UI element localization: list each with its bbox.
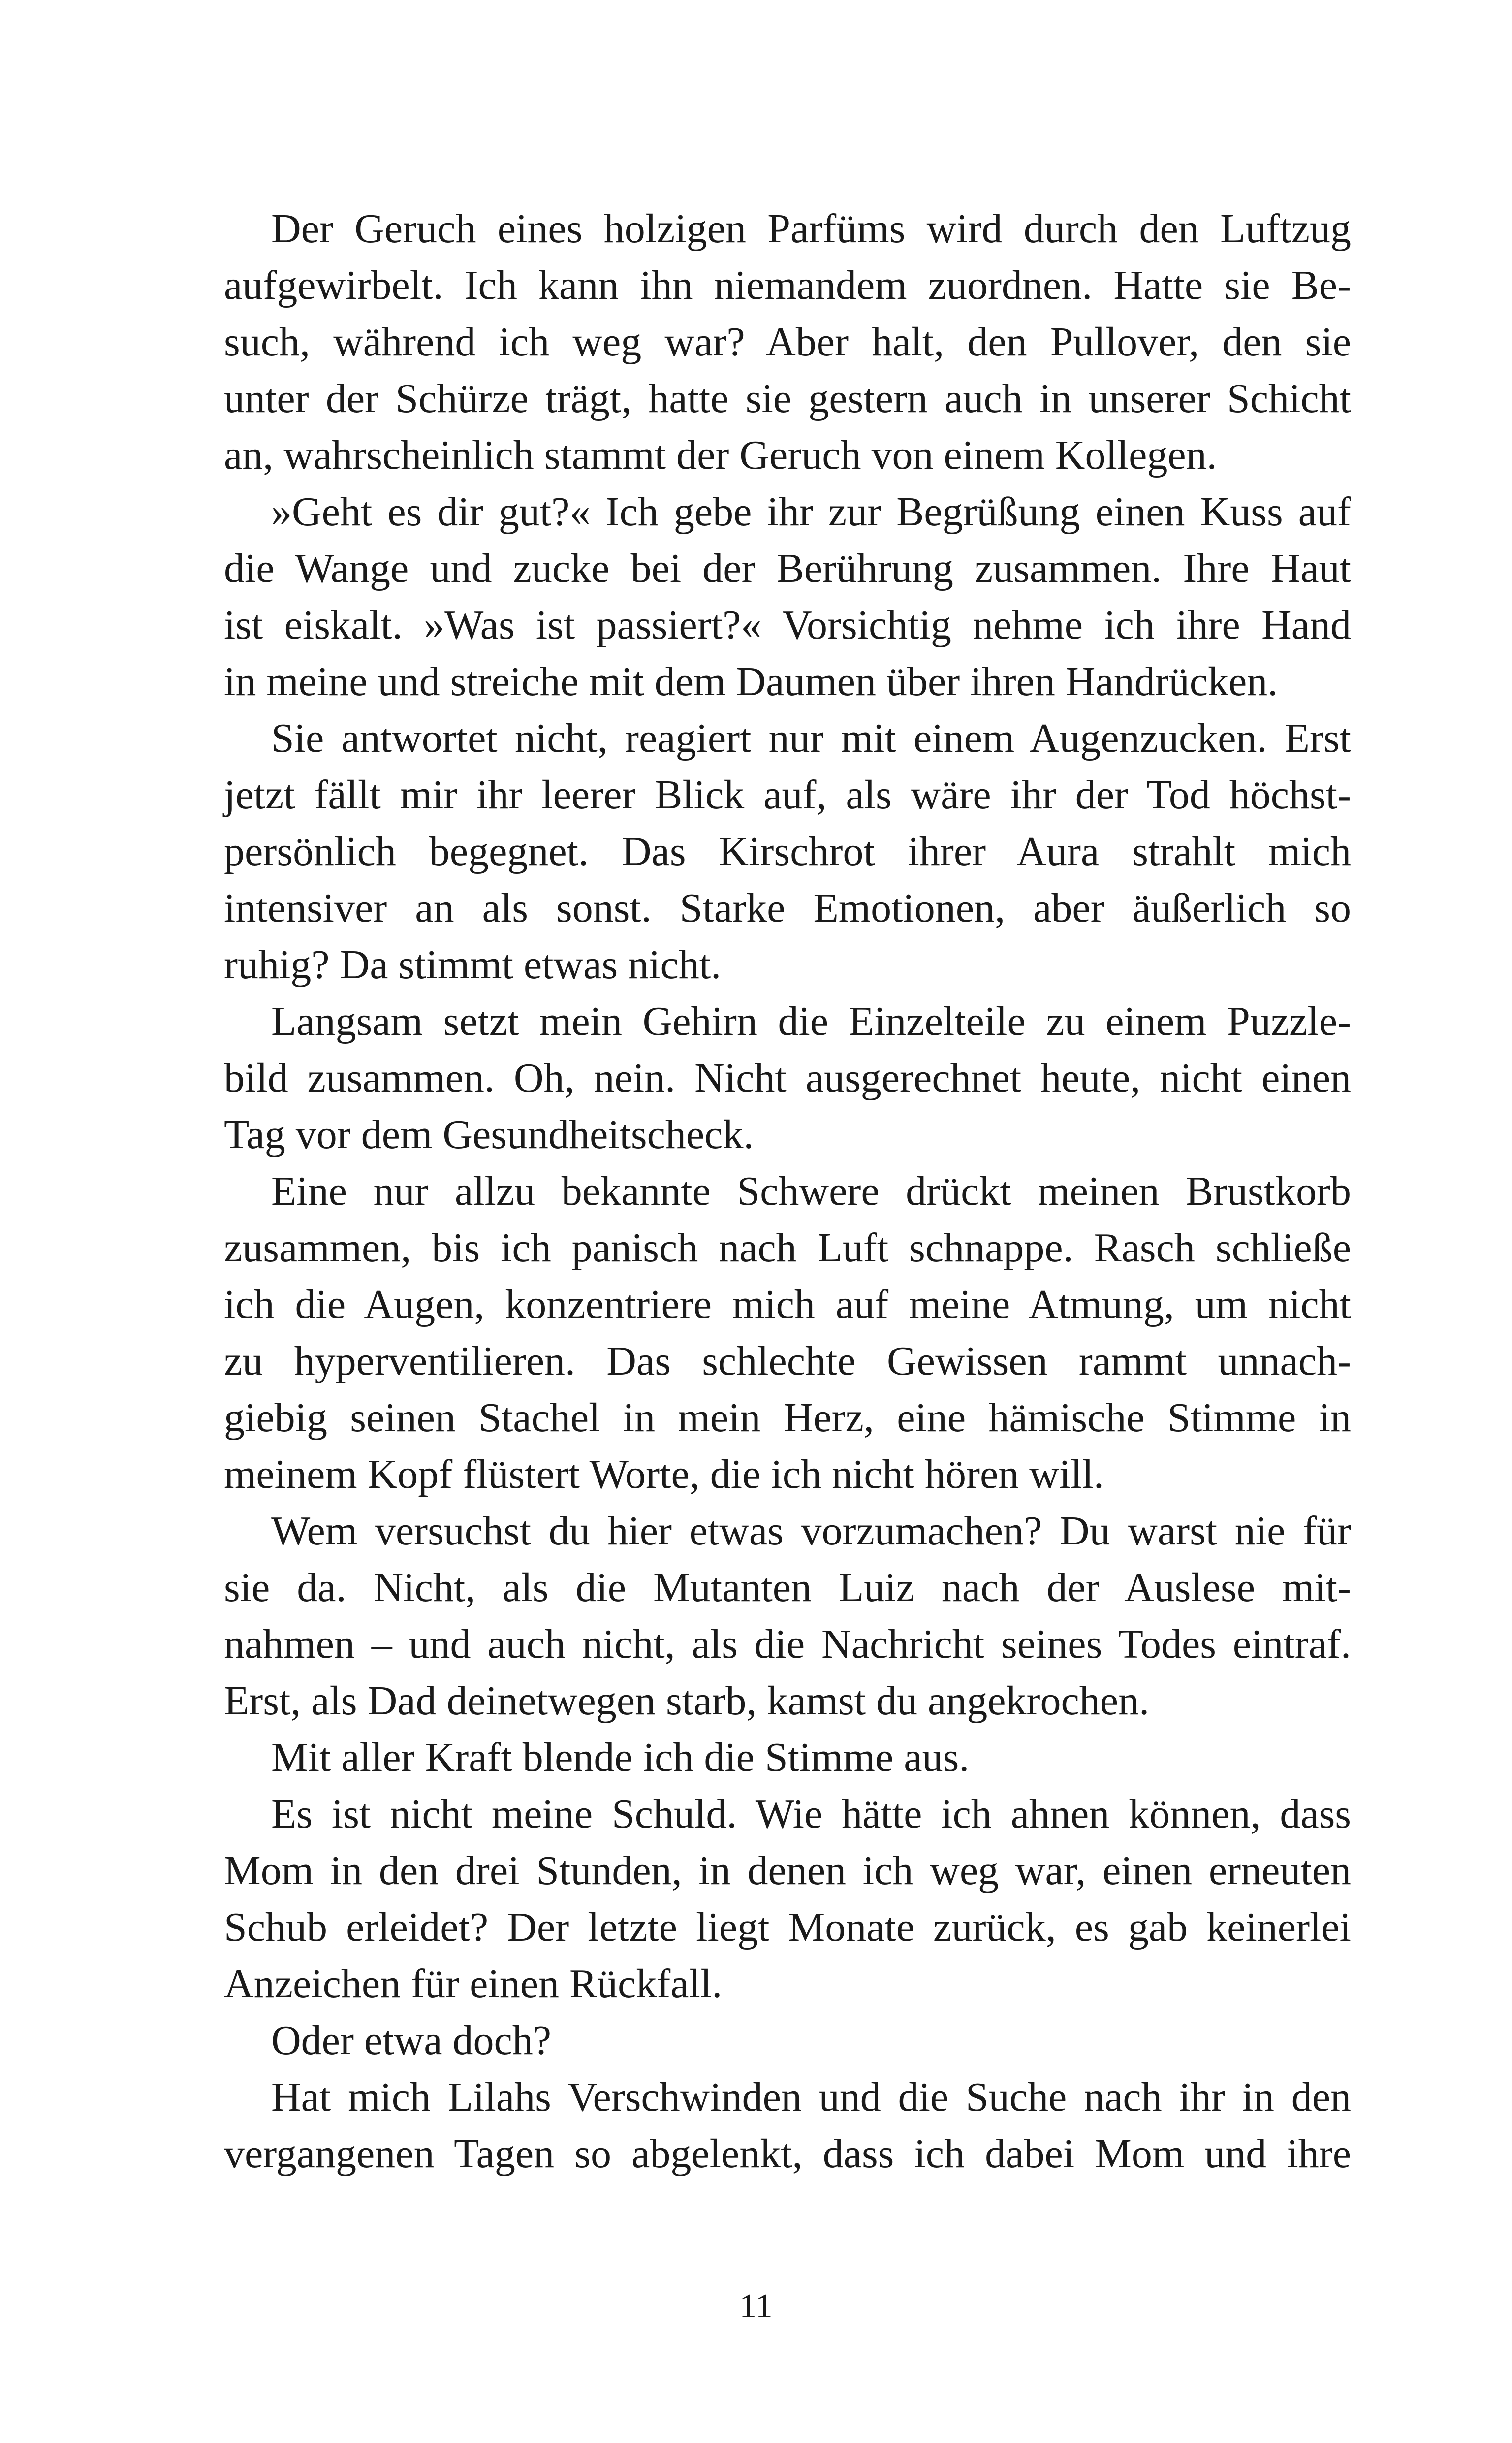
- page-number: 11: [739, 2287, 773, 2325]
- text-line: meinem Kopf flüstert Worte, die ich nicht hören will.: [224, 1451, 1104, 1497]
- text-line: sie da. Nicht, als die Mutanten Luiz nach der Auslese mit-: [224, 1565, 1351, 1610]
- text-line: die Wange und zucke bei der Berührung zusammen. Ihre Haut: [224, 546, 1351, 591]
- text-line: Langsam setzt mein Gehirn die Einzelteile zu einem Puzzle-: [271, 998, 1351, 1044]
- text-line: Erst, als Dad deinetwegen starb, kamst du angekrochen.: [224, 1678, 1150, 1724]
- text-line: intensiver an als sonst. Starke Emotionen, aber äußerlich so: [224, 885, 1351, 931]
- text-line: Hat mich Lilahs Verschwinden und die Suche nach ihr in den: [271, 2074, 1351, 2120]
- text-line: zu hyperventilieren. Das schlechte Gewissen rammt unnach-: [224, 1338, 1351, 1384]
- text-line: »Geht es dir gut?« Ich gebe ihr zur Begrüßung einen Kuss auf: [271, 489, 1351, 535]
- text-line: Mom in den drei Stunden, in denen ich weg war, einen erneuten: [224, 1848, 1351, 1894]
- text-line: Eine nur allzu bekannte Schwere drückt meinen Brustkorb: [271, 1168, 1351, 1214]
- text-line: nahmen – und auch nicht, als die Nachricht seines Todes eintraf.: [224, 1621, 1351, 1667]
- text-line: ich die Augen, konzentriere mich auf meine Atmung, um nicht: [224, 1282, 1351, 1327]
- text-line: an, wahrscheinlich stammt der Geruch von einem Kollegen.: [224, 432, 1217, 478]
- text-line: giebig seinen Stachel in mein Herz, eine hämische Stimme in: [224, 1395, 1351, 1441]
- text-line: Oder etwa doch?: [271, 2018, 552, 2063]
- text-line: Es ist nicht meine Schuld. Wie hätte ich ahnen können, dass: [271, 1791, 1351, 1837]
- body-text: [224, 200, 1351, 2182]
- text-line: ist eiskalt. »Was ist passiert?« Vorsichtig nehme ich ihre Hand: [224, 602, 1351, 648]
- text-line: in meine und streiche mit dem Daumen über ihren Handrücken.: [224, 659, 1278, 705]
- text-line: zusammen, bis ich panisch nach Luft schnappe. Rasch schließe: [224, 1225, 1351, 1271]
- text-line: Tag vor dem Gesundheitscheck.: [224, 1112, 754, 1157]
- text-line: vergangenen Tagen so abgelenkt, dass ich dabei Mom und ihre: [224, 2131, 1351, 2177]
- text-line: bild zusammen. Oh, nein. Nicht ausgerechnet heute, nicht einen: [224, 1055, 1351, 1101]
- text-line: Anzeichen für einen Rückfall.: [224, 1961, 723, 2007]
- text-line: Mit aller Kraft blende ich die Stimme aus.: [271, 1735, 970, 1780]
- text-line: Schub erleidet? Der letzte liegt Monate zurück, es gab keinerlei: [224, 1904, 1351, 1950]
- text-line: ruhig? Da stimmt etwas nicht.: [224, 942, 722, 988]
- text-line: persönlich begegnet. Das Kirschrot ihrer Aura strahlt mich: [224, 829, 1351, 874]
- text-line: unter der Schürze trägt, hatte sie gestern auch in unserer Schicht: [224, 376, 1351, 421]
- text-line: Sie antwortet nicht, reagiert nur mit einem Augenzucken. Erst: [271, 715, 1351, 761]
- text-line: such, während ich weg war? Aber halt, den Pullover, den sie: [224, 319, 1351, 365]
- text-line: jetzt fällt mir ihr leerer Blick auf, als wäre ihr der Tod höchst-: [224, 772, 1351, 818]
- text-line: aufgewirbelt. Ich kann ihn niemandem zuordnen. Hatte sie Be-: [224, 262, 1351, 308]
- text-line: Der Geruch eines holzigen Parfüms wird durch den Luftzug: [271, 206, 1351, 252]
- text-line: Wem versuchst du hier etwas vorzumachen? Du warst nie für: [271, 1508, 1351, 1554]
